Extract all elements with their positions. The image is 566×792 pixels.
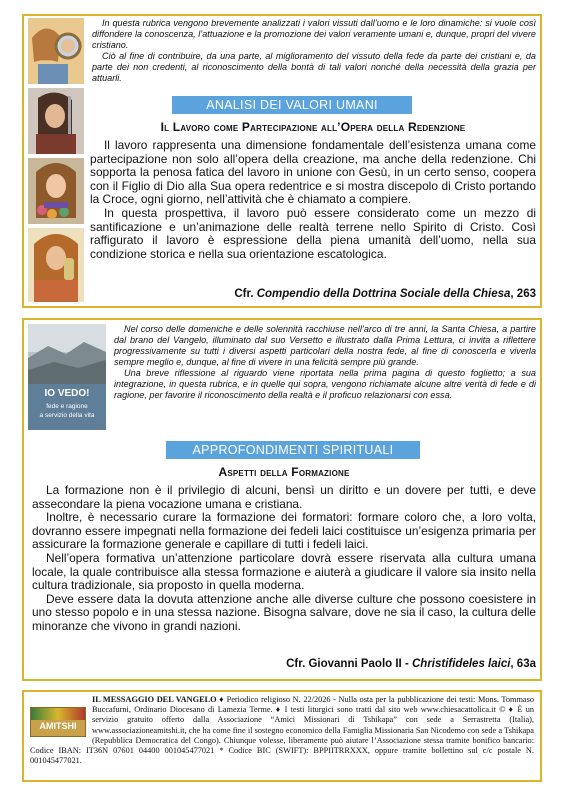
citation-suffix: , 63a (510, 658, 536, 670)
intro-paragraph: Una breve riflessione al riguardo viene riportata nella prima pagina di questo foglietto; a sua integrazione, in questa rubrica, e in quelle qui sopra, vengono richiamate alcune altre verità di fede e di ragione, per favorire il riconoscimento della realtà e il proficuo relazionarsi con essa. (114, 368, 536, 400)
footer-box (22, 690, 542, 782)
article-title: Il Lavoro come Partecipazione all’Opera della Redenzione (160, 120, 466, 134)
article-paragraph: Deve essere data la dovuta attenzione anche alle diverse culture che possono coesistere in uno stesso popolo e in una stessa nazione. Bisogna salvare, dove ne sia il caso, la cultura delle minoranze che vivono in grandi nazioni. (32, 591, 536, 633)
article-paragraph: Il lavoro rappresenta una dimensione fondamentale dell’esistenza umana come partecipazione non solo all’opera della creazione, ma anche della redenzione. Chi sopporta la penosa fatica del lavoro in unione con Gesù, in un certo senso, coopera con il Figlio di Dio alla Sua opera redentrice e si mostra discepolo di Cristo portando la Croce, ogni giorno, nell’attività che è chiamato a compiere. (90, 138, 536, 207)
portrait-woman-flowers (28, 158, 84, 224)
citation-prefix: Cfr. Giovanni Paolo II - (286, 658, 409, 670)
footer-masthead: IL MESSAGGIO DEL VANGELO (92, 695, 217, 704)
citation-prefix: Cfr. (234, 288, 254, 300)
section-title-bar: APPROFONDIMENTI SPIRITUALI (166, 441, 420, 459)
landscape-image (28, 324, 106, 384)
intro-paragraph: Ciò al fine di contribuire, da una parte, al miglioramento del vissuto della fede da parte dei cristiani e, da parte dei non credenti, al riconoscimento della bontà di tali valori nonché della necessità della grazia per attuarli. (92, 51, 536, 83)
section-values-box (22, 14, 542, 308)
logo-band (31, 708, 85, 720)
amitshi-logo (30, 707, 86, 737)
article-body (32, 484, 536, 634)
logo-text: AMITSHI (39, 721, 77, 731)
logo-title: IO VEDO! (44, 388, 90, 399)
article-paragraph: Inoltre, è necessario curare la formazione dei formatori: formare coloro che, a loro volta, dovranno essere impegnati nella formazione dei fedeli laici costituisce un’esigenza primaria per assicurare la formazione generale e capillare di tutti i fedeli laici. (32, 510, 536, 552)
citation-title: Compendio della Dottrina Sociale della Chiesa (256, 288, 511, 300)
article-paragraph: In questa prospettiva, il lavoro può essere considerato come un mezzo di santificazione e un’animazione delle realtà terrene nello Spirito di Cristo. Così raffigurato il lavoro è espressione della piena umanità dell’uomo, nella sua condizione storica e nella sua orientazione escatologica. (90, 205, 536, 261)
article-paragraph: La formazione non è il privilegio di alcuni, bensì un diritto e un dovere per tutti, e deve assecondare la piena vocazione umana e cristiana. (32, 483, 536, 511)
portrait-woman-vessel (28, 228, 84, 302)
io-vedo-logo (28, 324, 106, 430)
portrait-woman-sword (28, 88, 84, 154)
section1-intro (92, 18, 536, 84)
section-spiritual-box (22, 318, 542, 681)
article-citation (90, 288, 536, 300)
article-body (90, 139, 536, 261)
citation-title: Christifideles laici (411, 658, 511, 670)
section2-intro (114, 324, 536, 401)
intro-paragraph: Nel corso delle domeniche e delle solennità racchiuse nell’arco di tre anni, la Santa Chiesa, a partire dal brano del Vangelo, illuminato dal suo Versetto e illustrato dalla Prima Lettura, ci invita a riflettere progressivamente su tutti i diversi aspetti particolari della nostra fede, al fine di conoscerla e viverla sempre meglio e, dunque, al fine di vivere in una felicità sempre più grande. (114, 324, 536, 367)
footer-text-block (30, 695, 534, 766)
article-citation (32, 658, 536, 670)
citation-suffix: , 263 (510, 288, 536, 300)
logo-subtitle: fede e ragione (46, 403, 88, 410)
portrait-woman-mirror (28, 18, 84, 84)
article-paragraph: Nell’opera formativa un’attenzione particolare dovrà essere riservata alla cultura umana locale, la quale contribuisce alla stessa formazione e aiuterà a giudicare il valore sia insito nella cultura tradizionale, sia proposto in quella moderna. (32, 550, 536, 593)
section-title-bar: ANALISI DEI VALORI UMANI (172, 96, 412, 114)
logo-subtitle: a servizio della vita (39, 412, 95, 419)
article-title: Aspetti della Formazione (218, 465, 350, 479)
intro-paragraph: In questa rubrica vengono brevemente analizzati i valori vissuti dall’uomo e le loro dinamiche: si vuole così diffondere la conoscenza, l’attuazione e la promozione dei valori veramente umani e, dunque, propri del vivere cristiano. (92, 18, 536, 50)
footer-legal-text: ♦ Periodico religioso N. 22/2026 - Nulla osta per la pubblicazione dei testi: Mons. Tommaso Buccafurni, Ordinario Diocesano di Lamezia Terme. ♦ I testi liturgici sono tratti dal sito web www.chiesacattolica.it © ♦ È un servizio gratuito offerto dalla Associazione “Amici Missionari di Tshikapa” con sede a Serrastretta (Italia), www.associazioneamitshi.it, che ha come fine il sostegno economico della Famiglia Missionaria San Nicodemo con sede a Tshikapa (Repubblica Democratica del Congo). Chiunque volesse, liberamente può aiutare l’Associazione stessa tramite bonifico bancario: Codice IBAN: IT36N 07601 04400 001045477021 * Codice BIC (SWIFT): BPPIITRRXXX, oppure tramite bollettino sul c/c postale N. 001045477021. (30, 695, 534, 766)
